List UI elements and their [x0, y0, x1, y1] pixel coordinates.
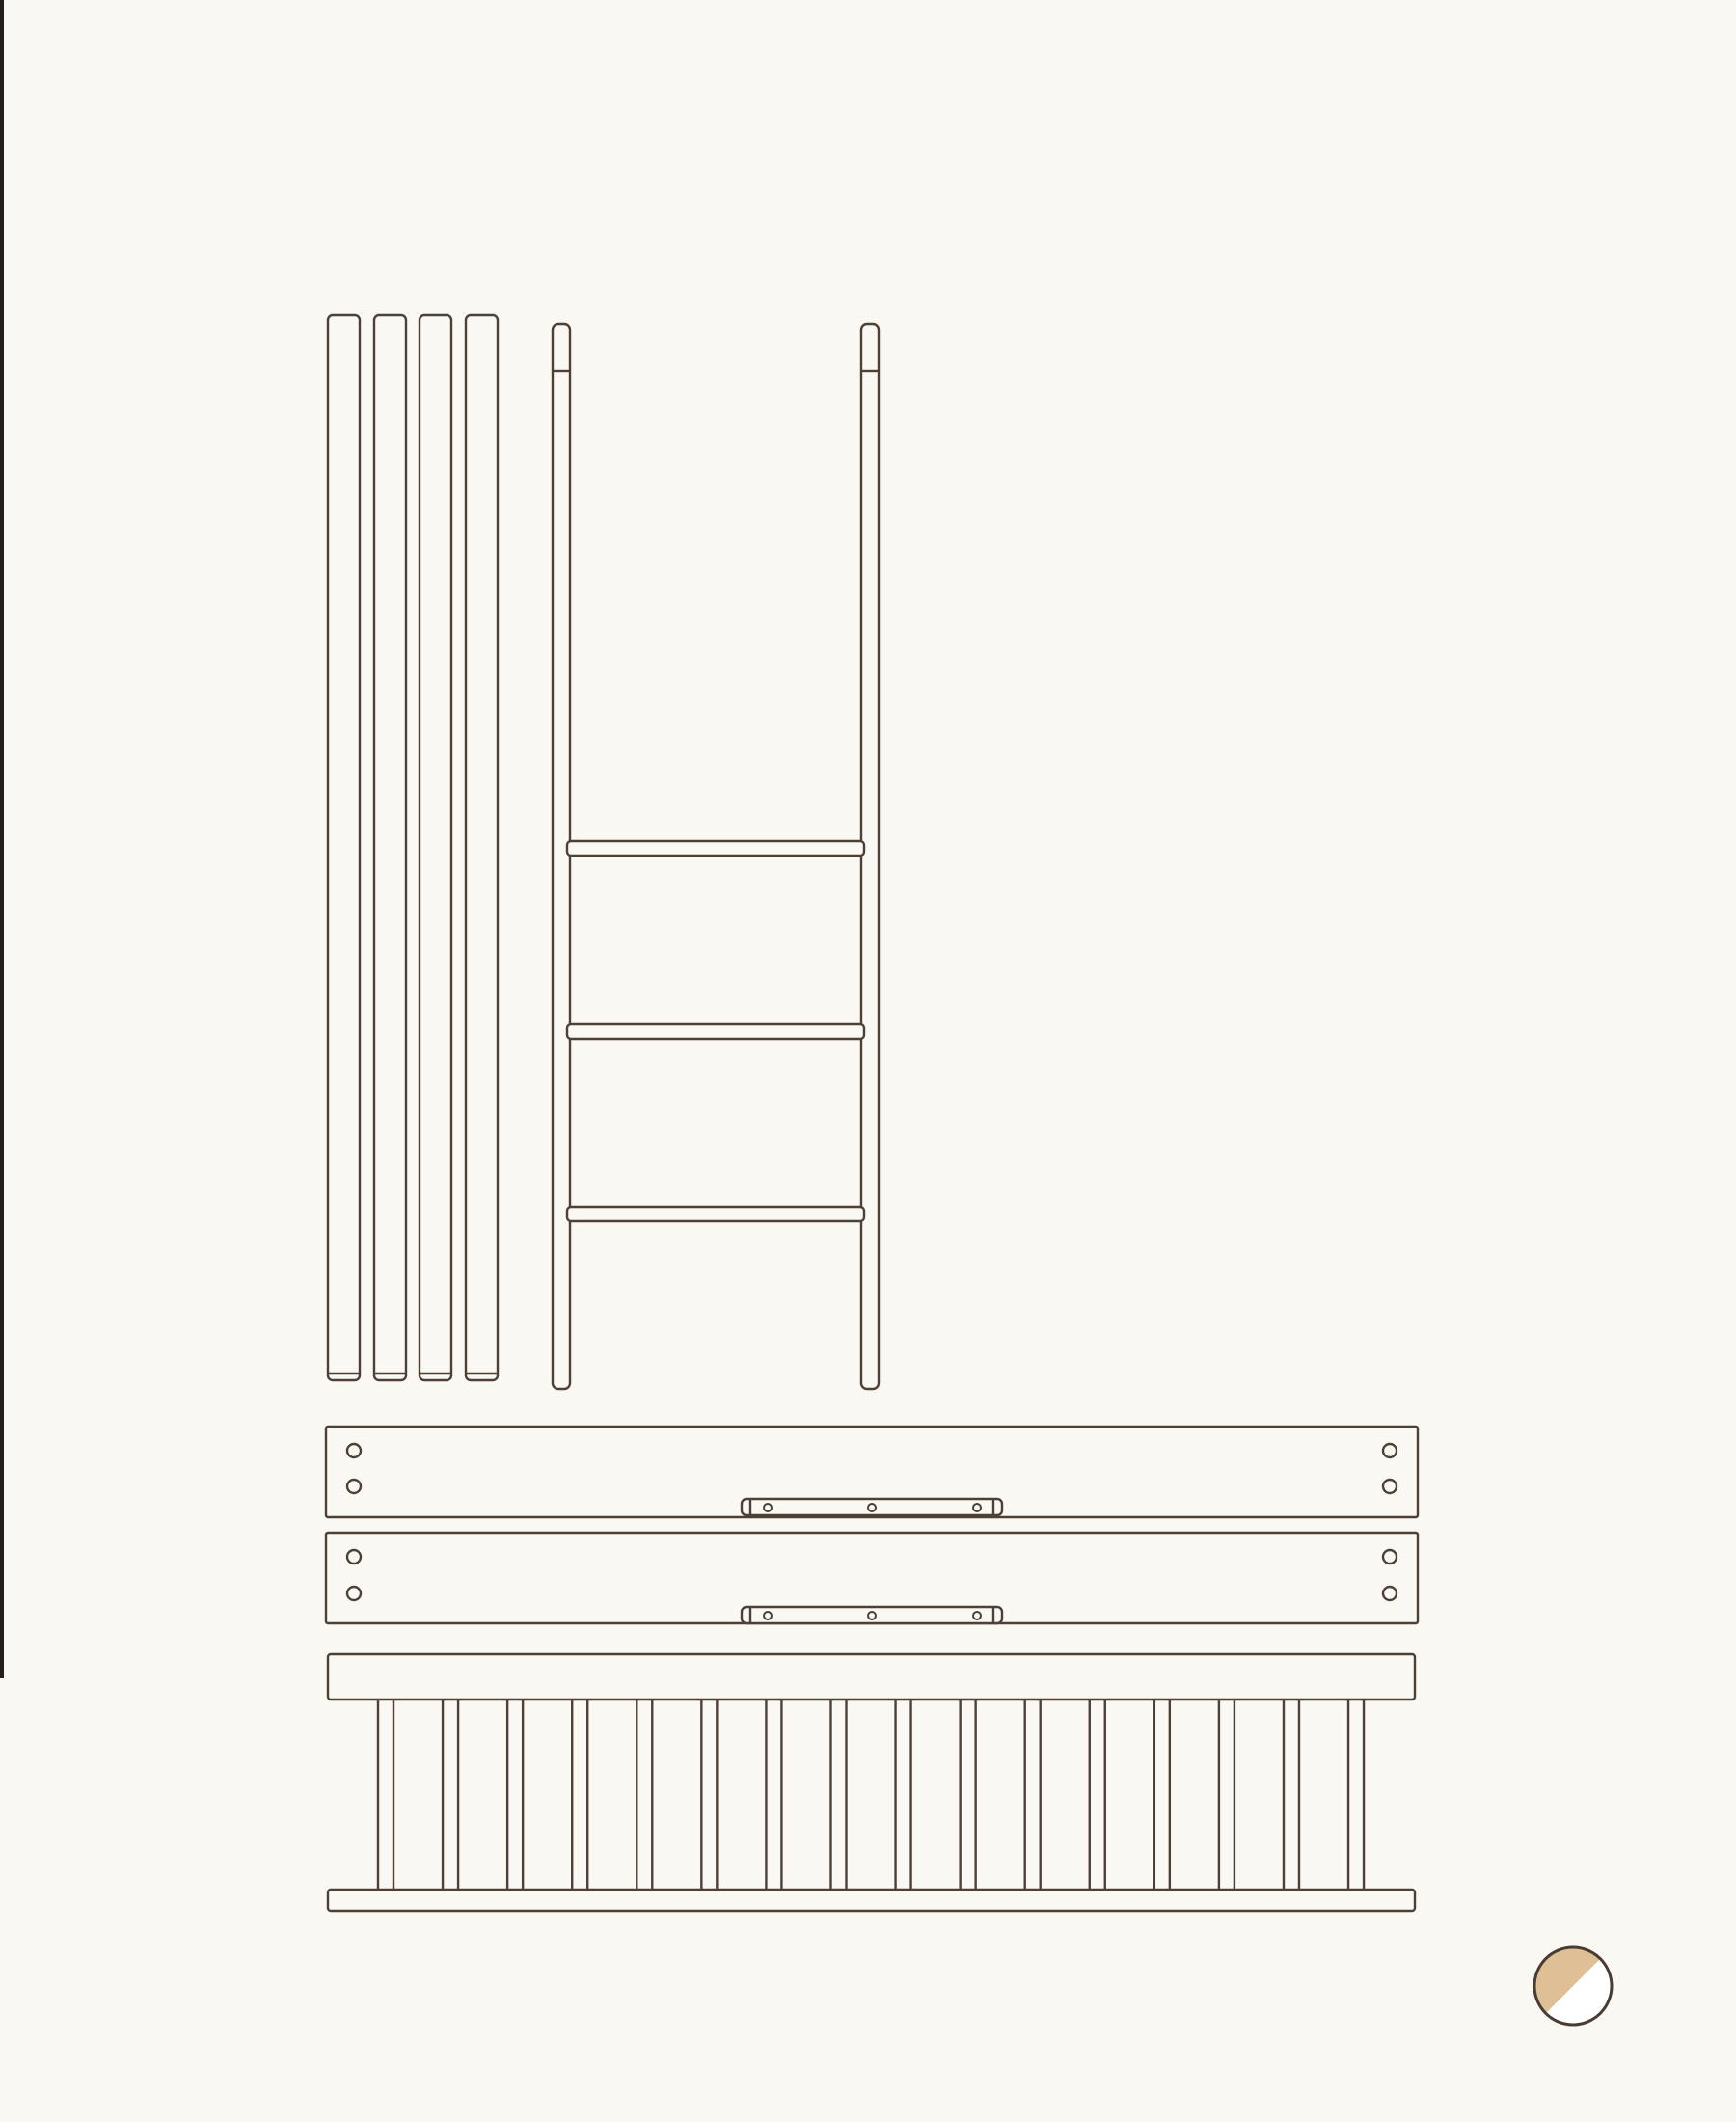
spindle-9: [896, 1693, 911, 1895]
slat-4: [466, 315, 498, 1380]
spindle-15: [1284, 1693, 1299, 1895]
spindle-16: [1348, 1693, 1364, 1895]
guardrail-top-rail: [328, 1654, 1415, 1700]
slat-1: [328, 315, 360, 1380]
mounting-plate-2: [742, 1607, 1002, 1623]
spindle-5: [637, 1693, 652, 1895]
guardrail-bottom-rail: [328, 1890, 1415, 1911]
spindle-8: [830, 1693, 846, 1895]
mounting-plate-1: [742, 1499, 1002, 1515]
ladder-rung-2: [567, 1024, 864, 1039]
ladder-rung-1: [567, 841, 864, 856]
spindle-1: [378, 1693, 393, 1895]
spindle-7: [766, 1693, 781, 1895]
ladder-stile-2: [861, 324, 879, 1389]
spindle-2: [443, 1693, 458, 1895]
spindle-13: [1154, 1693, 1170, 1895]
spindle-12: [1090, 1693, 1105, 1895]
ladder-rung-3: [567, 1207, 864, 1221]
left-edge-line: [0, 0, 4, 1678]
spindle-3: [507, 1693, 523, 1895]
spindle-4: [572, 1693, 587, 1895]
spindle-6: [701, 1693, 717, 1895]
slat-2: [374, 315, 406, 1380]
slat-3: [420, 315, 451, 1380]
spindle-11: [1025, 1693, 1041, 1895]
spindle-10: [961, 1693, 976, 1895]
spindle-14: [1219, 1693, 1234, 1895]
ladder-stile-1: [553, 324, 570, 1389]
